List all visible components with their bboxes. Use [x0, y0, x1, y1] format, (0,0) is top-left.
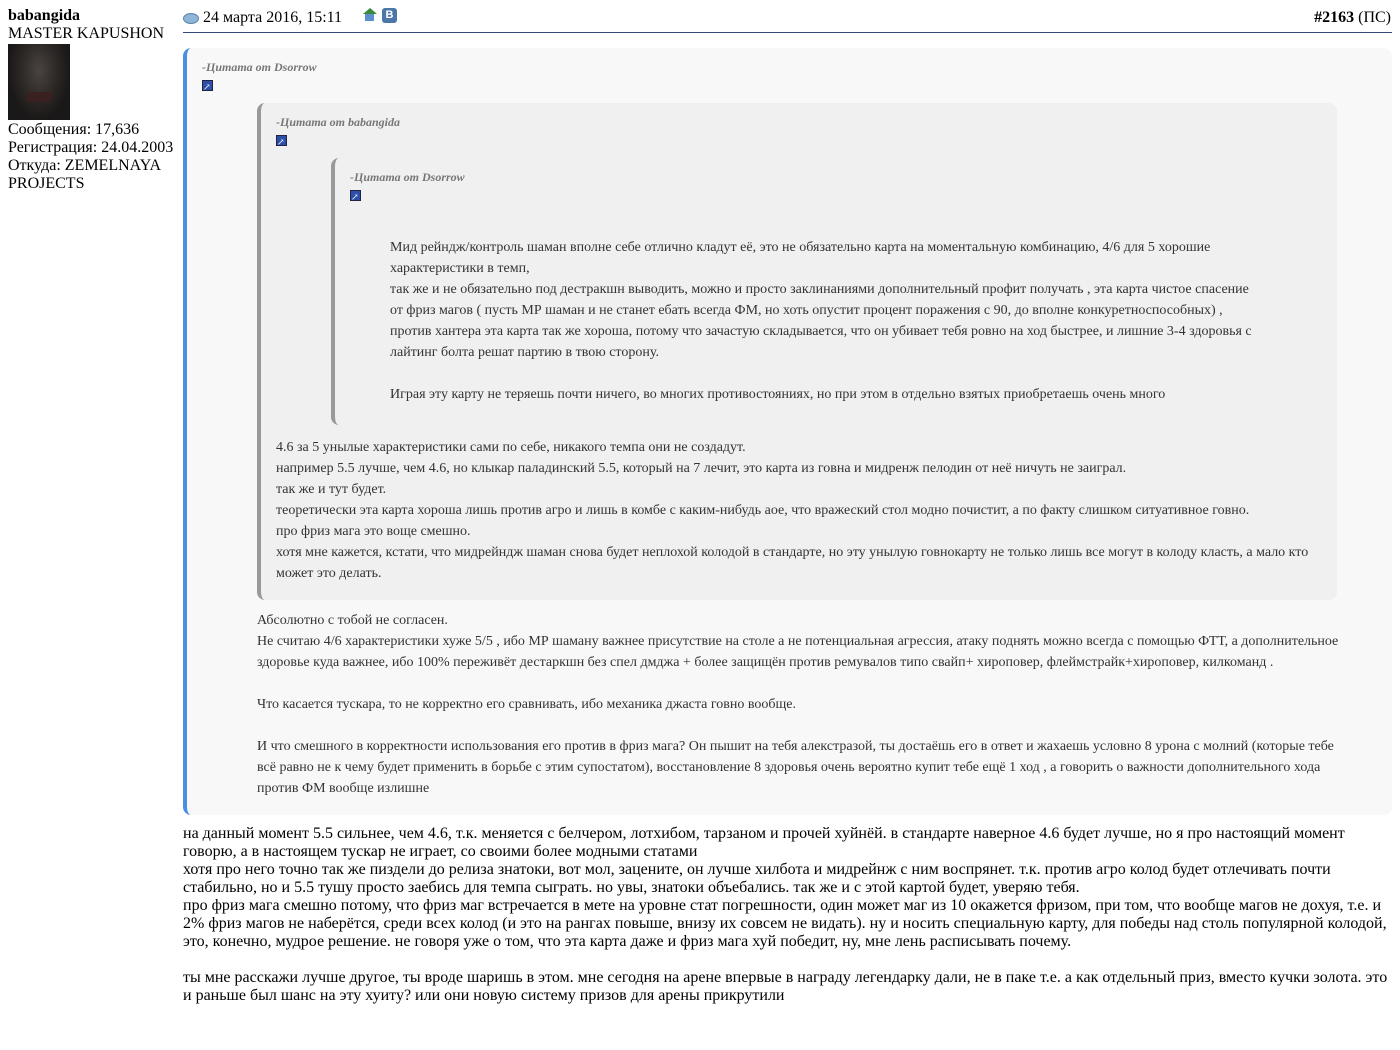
- user-location: Откуда: ZEMELNAYA PROJECTS: [8, 157, 161, 192]
- text-line: Мид рейндж/контроль шаман вполне себе отлично кладут её, это не обязательно карта на моментальную комбинацию, 4/6 для 5 хорошие характеристики в темп,: [390, 240, 1211, 276]
- quote-link-icon[interactable]: [202, 80, 213, 91]
- post-date: 24 марта 2016, 15:11: [203, 9, 343, 26]
- text-line: хотя мне кажется, кстати, что мидрейндж шаман снова будет неплохой колодой в стандарте, но эту унылую говнокарту не только лишь все могут в колоду класть, а мало кто может это делать.: [276, 545, 1309, 581]
- username[interactable]: babangida: [8, 7, 81, 24]
- message-count: Сообщения: 17,636: [8, 121, 140, 138]
- quote-author: -Цитата от Dsorrow: [202, 60, 317, 74]
- quote-babangida: [257, 103, 1337, 600]
- quote-text: [257, 610, 1347, 799]
- user-title: MASTER KAPUSHON: [8, 25, 165, 42]
- quote-text: [276, 437, 1316, 584]
- text-line: так же и не обязательно под дестракшн выводить, можно и просто заклинаниями дополнительный профит получать , эта карта чистое спасение от фриз магов ( пусть МР шаман и не станет ебать всегда ФМ, но хоть опустит процент поражения с 90, до вполне конкуретноспособных) ,: [390, 282, 1249, 318]
- text-line: теоретически эта карта хороша лишь против агро и лишь в комбе с каким-нибудь аое, что вражеский стол модно почистит, а по факту слишком ситуативное говно.: [276, 503, 1250, 518]
- text-line: про фриз мага это воще смешно.: [276, 524, 471, 539]
- quote-link-icon[interactable]: [276, 135, 287, 146]
- text-line: против хантера эта карта так же хороша, потому что зачастую складывается, что он убивает тебя ровно на ход быстрее, и лишние 3-4 здоровья с лайтинг болта решат партию в твою сторону.: [390, 324, 1252, 360]
- registration-date: Регистрация: 24.04.2003: [8, 139, 174, 156]
- vk-icon[interactable]: В: [382, 8, 397, 23]
- text-line: Играя эту карту не теряешь почти ничего, во многих противостояниях, но при этом в отдельно взятых приобретаешь очень много: [390, 387, 1166, 402]
- quote-dsorrow-inner: [331, 158, 1319, 425]
- text-line: Что касается тускара, то не корректно его сравнивать, ибо механика джаста говно вообще.: [257, 697, 797, 712]
- quote-author: -Цитата от Dsorrow: [350, 170, 465, 184]
- post-number[interactable]: #2163 (ПС): [1314, 9, 1391, 26]
- avatar: [8, 44, 70, 120]
- text-line: про фриз мага смешно потому, что фриз маг встречается в мете на уровне стат погрешности, один может маг из 10 окажется фризом, при том, что вообще магов не дохуя, т.е. и 2% фриз магов не наберётся, среди всех колод (и это на рангах повыше, внизу их совсем не видать). ну и носить специальную карту, для победы над столь популярной колодой, это, конечно, мудрое решение. не говоря уже о том, что эта карта даже и фриз мага хуй победит, ну, мне лень расписывать почему.: [183, 897, 1387, 950]
- post-icon: [183, 13, 199, 24]
- post-header: [183, 0, 1392, 33]
- quote-dsorrow-outer: [183, 48, 1392, 815]
- text-line: на данный момент 5.5 сильнее, чем 4.6, т.к. меняется с белчером, лотхибом, тарзаном и прочей хуйнёй. в стандарте наверное 4.6 будет лучше, но я про настоящий момент говорю, а в настоящем тускар не играет, со своими более модными статами: [183, 825, 1345, 860]
- post-body: [183, 825, 1392, 1005]
- user-info: [8, 7, 178, 193]
- text-line: например 5.5 лучше, чем 4.6, но клыкар паладинский 5.5, который на 7 лечит, это карта из говна и мидренж пелодин от неё ничуть не заиграл.: [276, 461, 1127, 476]
- text-line: ты мне расскажи лучше другое, ты вроде шаришь в этом. мне сегодня на арене впервые в награду легендарку дали, не в паке т.е. а как отдельный приз, вместо кучки золота. это и раньше был шанс на эту хуиту? или они новую систему призов для арены прикрутили: [183, 969, 1388, 1004]
- text-line: И что смешного в корректности использования его против в фриз мага? Он пышит на тебя алекстразой, ты достаёшь его в ответ и жахаешь условно 8 урона с молний (которые тебе всё равно не к чему будет применить в борьбе с этим супостатом), восстановление 8 здоровья очень вероятно купит тебе ещё 1 ход , а говорить о важности дополнительного хода против ФМ вообще излишне: [257, 739, 1334, 796]
- quote-author: -Цитата от babangida: [276, 115, 401, 129]
- quote-link-icon[interactable]: [350, 190, 361, 201]
- text-line: Абсолютно с тобой не согласен.: [257, 613, 448, 628]
- text-line: Не считаю 4/6 характеристики хуже 5/5 , ибо МР шаману важнее присутствие на столе а не потенциальная агрессия, атаку поднять можно всегда с помощью ФТТ, а дополнительное здоровье куда важнее, ибо 100% переживёт дестаркшн без спел дмджа + более защищён против ремувалов типо свайп+ хироповер, флеймстрайк+хироповер, килкоманд .: [257, 634, 1339, 670]
- text-line: так же и тут будет.: [276, 482, 387, 497]
- home-icon[interactable]: [363, 8, 376, 21]
- text-line: 4.6 за 5 унылые характеристики сами по себе, никакого темпа они не создадут.: [276, 440, 746, 455]
- quote-text: [390, 237, 1260, 405]
- text-line: хотя про него точно так же пиздели до релиза знатоки, вот мол, зацените, он лучше хилбота и мидрейнж с ним воспрянет. т.к. против агро колод будет отлечивать почти стабильно, но и 5.5 тушу просто заебись для темпа сыграть. но увы, знатоки объебались. так же и с этой картой будет, уверяю тебя.: [183, 861, 1331, 896]
- post: [183, 0, 1392, 1005]
